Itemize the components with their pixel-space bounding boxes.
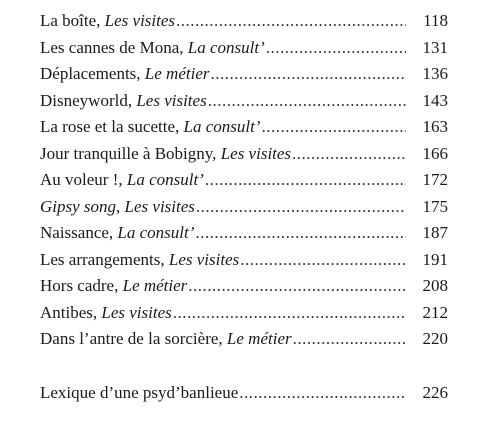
toc-entry	[40, 167, 448, 194]
dot-leader	[196, 194, 406, 221]
toc-page-number: 175	[422, 196, 448, 216]
toc-entry-title: Les arrangements, Les visites	[40, 249, 240, 269]
section-gap	[40, 353, 448, 380]
dot-leader	[266, 35, 406, 62]
toc-entry-title: La boîte, Les visites	[40, 11, 176, 30]
table-of-contents	[40, 8, 448, 406]
toc-entry	[40, 273, 448, 300]
toc-entry-title: Au voleur !, La consult’	[40, 170, 204, 189]
toc-page-number: 131	[422, 37, 448, 57]
toc-entry	[40, 114, 448, 141]
toc-page-number: 163	[422, 117, 448, 136]
toc-entry	[40, 220, 448, 247]
toc-entry-title: Naissance, La consult’	[40, 223, 195, 242]
toc-entry	[40, 141, 448, 168]
toc-entry-title: La rose et la sucette, La consult’	[40, 117, 261, 136]
toc-entry-title: Hors cadre, Le métier	[40, 276, 188, 295]
toc-entry	[40, 35, 448, 62]
toc-page-number: 226	[422, 382, 448, 402]
toc-entry-title: Disneyworld, Les visites	[40, 90, 207, 110]
dot-leader	[261, 114, 406, 141]
dot-leader	[188, 273, 406, 300]
dot-leader	[293, 326, 406, 353]
toc-entry	[40, 194, 448, 221]
toc-entry	[40, 8, 448, 35]
toc-entry	[40, 88, 448, 115]
dot-leader	[176, 8, 406, 35]
toc-entry-title: Antibes, Les visites	[40, 302, 172, 322]
toc-entry-title: Lexique d’une psyd’banlieue	[40, 382, 239, 402]
toc-page-number: 212	[422, 302, 448, 322]
toc-page-number: 187	[422, 223, 448, 242]
toc-entry-title: Gipsy song, Les visites	[40, 196, 195, 216]
toc-entry	[40, 326, 448, 353]
toc-entry-lexique	[40, 380, 448, 407]
dot-leader	[208, 88, 406, 115]
toc-entry	[40, 61, 448, 88]
toc-page-number: 172	[422, 170, 448, 189]
toc-page-number: 118	[423, 11, 448, 30]
dot-leader	[239, 380, 406, 407]
dot-leader	[292, 141, 406, 168]
toc-entry-title: Les cannes de Mona, La consult’	[40, 37, 265, 57]
toc-page-number: 191	[422, 249, 448, 269]
toc-page-number: 208	[422, 276, 448, 295]
toc-page-number: 166	[422, 143, 448, 163]
toc-entry-title: Jour tranquille à Bobigny, Les visites	[40, 143, 292, 163]
toc-entry	[40, 300, 448, 327]
dot-leader	[240, 247, 406, 274]
toc-entry-title: Dans l’antre de la sorcière, Le métier	[40, 329, 292, 348]
toc-page-number: 143	[422, 90, 448, 110]
toc-page-number: 136	[422, 64, 448, 83]
dot-leader	[195, 220, 406, 247]
toc-page-number: 220	[422, 329, 448, 348]
toc-entry-title: Déplacements, Le métier	[40, 64, 210, 83]
dot-leader	[205, 167, 406, 194]
dot-leader	[210, 61, 406, 88]
dot-leader	[173, 300, 406, 327]
toc-entry	[40, 247, 448, 274]
